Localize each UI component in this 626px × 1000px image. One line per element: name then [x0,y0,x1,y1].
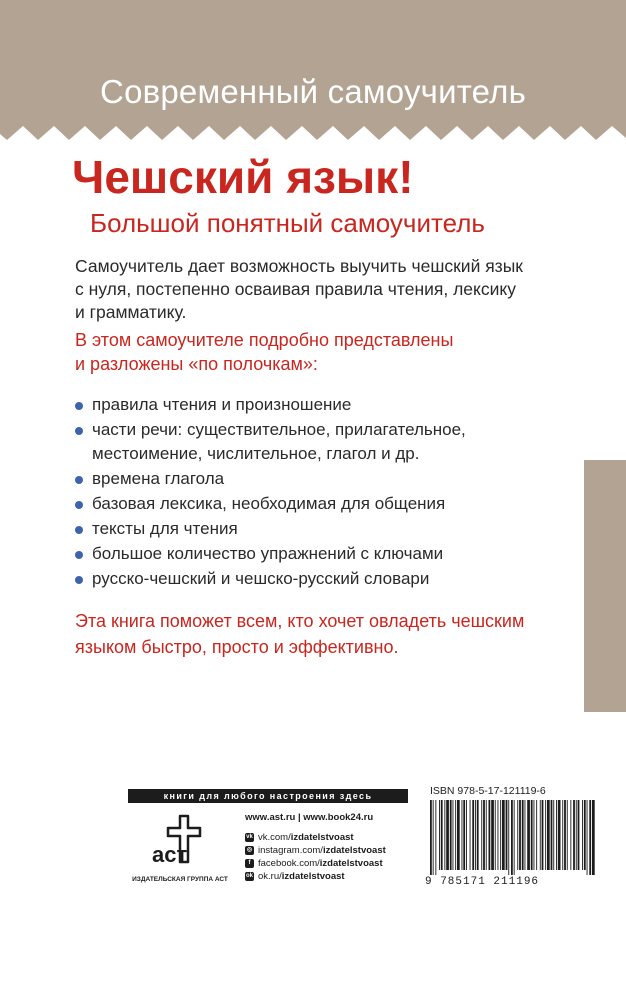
barcode-bar [553,800,554,870]
barcode-bar [562,800,563,870]
intro-line: и грамматику. [75,302,187,322]
feature-item [75,517,555,541]
barcode-bar [527,800,530,870]
lead-paragraph [75,328,555,376]
feature-text: базовая лексика, необходимая для общения [92,494,446,513]
barcode-bar [433,800,434,875]
feature-item [75,492,555,516]
social-link-facebook[interactable]: f facebook.com/izdatelstvoast [245,857,386,870]
feature-text: большое количество упражнений с ключами [92,544,444,563]
barcode-bar [495,800,496,870]
barcode-bar [506,800,508,870]
barcode-bar [481,800,482,870]
bullet-icon [75,576,83,584]
logo-text: аст [152,842,188,867]
barcode-bar [483,800,485,870]
barcode-bar [486,800,487,870]
social-link-ok[interactable]: ok ok.ru/izdatelstvoast [245,871,345,882]
barcode-bar [517,800,518,870]
bullet-icon [75,501,83,509]
closing-paragraph [75,608,595,660]
barcode-bar [462,800,463,870]
barcode-bar [525,800,526,870]
closing-line: языком быстро, просто и эффективно. [75,637,399,657]
barcode-bar [453,800,454,870]
bullet-icon [75,551,83,559]
feature-text: местоимение, числительное, глагол и др. [92,444,420,463]
barcode-bar [466,800,467,870]
feature-item [75,467,555,491]
social-link-instagram[interactable]: ◎ instagram.com/izdatelstvoast [246,845,386,856]
barcode-bar [540,800,541,870]
feature-item [75,567,555,591]
barcode-bar [522,800,524,870]
websites: www.ast.ru | www.book24.ru [245,812,374,823]
bullet-icon [75,526,83,534]
barcode-bar [475,800,476,870]
barcode-bar [477,800,479,870]
instagram-icon: ◎ [246,846,253,853]
barcode-bar [582,800,583,870]
feature-text: части речи: существительное, прилагательное, [92,420,466,439]
intro-line: с нуля, постепенно осваивая правила чтения, лексику [75,279,517,299]
barcode-bar [435,800,436,875]
lead-line: В этом самоучителе подробно представлены [75,330,454,350]
lead-line: и разложены «по полочкам»: [75,354,318,374]
barcode-digits: 9 785171 211196 [425,876,540,888]
series-title: Современный самоучитель [100,73,526,110]
barcode-bar [576,800,577,870]
barcode-bar [570,800,571,870]
book-title: Чешский язык! [72,151,414,203]
feature-text: времена глагола [92,469,225,488]
barcode-bar [472,800,474,870]
barcode-bar [498,800,499,870]
bullet-icon [75,402,83,410]
barcode-bar [592,800,595,875]
barcode-bar [446,800,449,870]
isbn-label: ISBN 978-5-17-121119-6 [430,785,546,797]
barcode [428,800,596,875]
feature-text: тексты для чтения [92,519,238,538]
barcode-bar [589,800,591,875]
barcode-bar [470,800,471,870]
odnoklassniki-icon: ok [245,872,253,879]
feature-text: русско-чешский и чешско-русский словари [92,569,430,588]
barcode-bar [500,800,501,870]
barcode-bar [439,800,440,870]
barcode-bar [558,800,561,870]
barcode-bar [519,800,521,870]
bullet-icon [75,427,83,435]
feature-item [75,418,555,466]
barcode-bar [564,800,566,870]
barcode-bar [489,800,491,870]
intro-paragraph [75,255,555,324]
social-links [245,831,386,883]
closing-line: Эта книга поможет всем, кто хочет овладеть чешским [75,611,525,631]
feature-text: правила чтения и произношение [92,395,352,414]
publisher-name: ИЗДАТЕЛЬСКАЯ ГРУППА АСТ [132,876,228,883]
header-band [0,0,626,140]
barcode-bar [514,800,515,875]
barcode-bar [584,800,586,870]
barcode-bar [578,800,580,870]
barcode-bar [573,800,575,870]
barcode-bar [491,800,494,870]
book-subtitle: Большой понятный самоучитель [90,208,485,238]
bullet-icon [75,476,83,484]
barcode-bar [463,800,465,870]
barcode-bar [545,800,546,870]
vk-icon: vk [246,833,253,840]
barcode-bar [502,800,505,870]
social-link-vk[interactable]: vk vk.com/izdatelstvoast [246,832,354,843]
intro-line: Самоучитель дает возможность выучить чешский язык [75,256,523,276]
feature-item [75,393,555,417]
facebook-icon: f [245,859,254,868]
barcode-bar [534,800,535,870]
barcode-bar [567,800,568,870]
barcode-bar [430,800,432,875]
barcode-bar [455,800,456,870]
barcode-bar [587,800,588,875]
barcode-bar [508,800,509,875]
barcode-bar [450,800,452,870]
barcode-bar [551,800,553,870]
ast-logo [150,812,210,868]
barcode-bar [547,800,550,870]
barcode-bar [531,800,533,870]
feature-list [75,393,555,592]
barcode-bar [556,800,557,870]
barcode-bar [441,800,443,870]
tagline-strip: книги для любого настроения здесь [128,789,408,803]
barcode-bar [536,800,537,870]
barcode-bar [457,800,460,870]
barcode-bar [542,800,544,870]
side-tab [584,460,626,712]
barcode-bar [444,800,445,870]
barcode-bar [511,800,513,875]
feature-item [75,542,555,566]
